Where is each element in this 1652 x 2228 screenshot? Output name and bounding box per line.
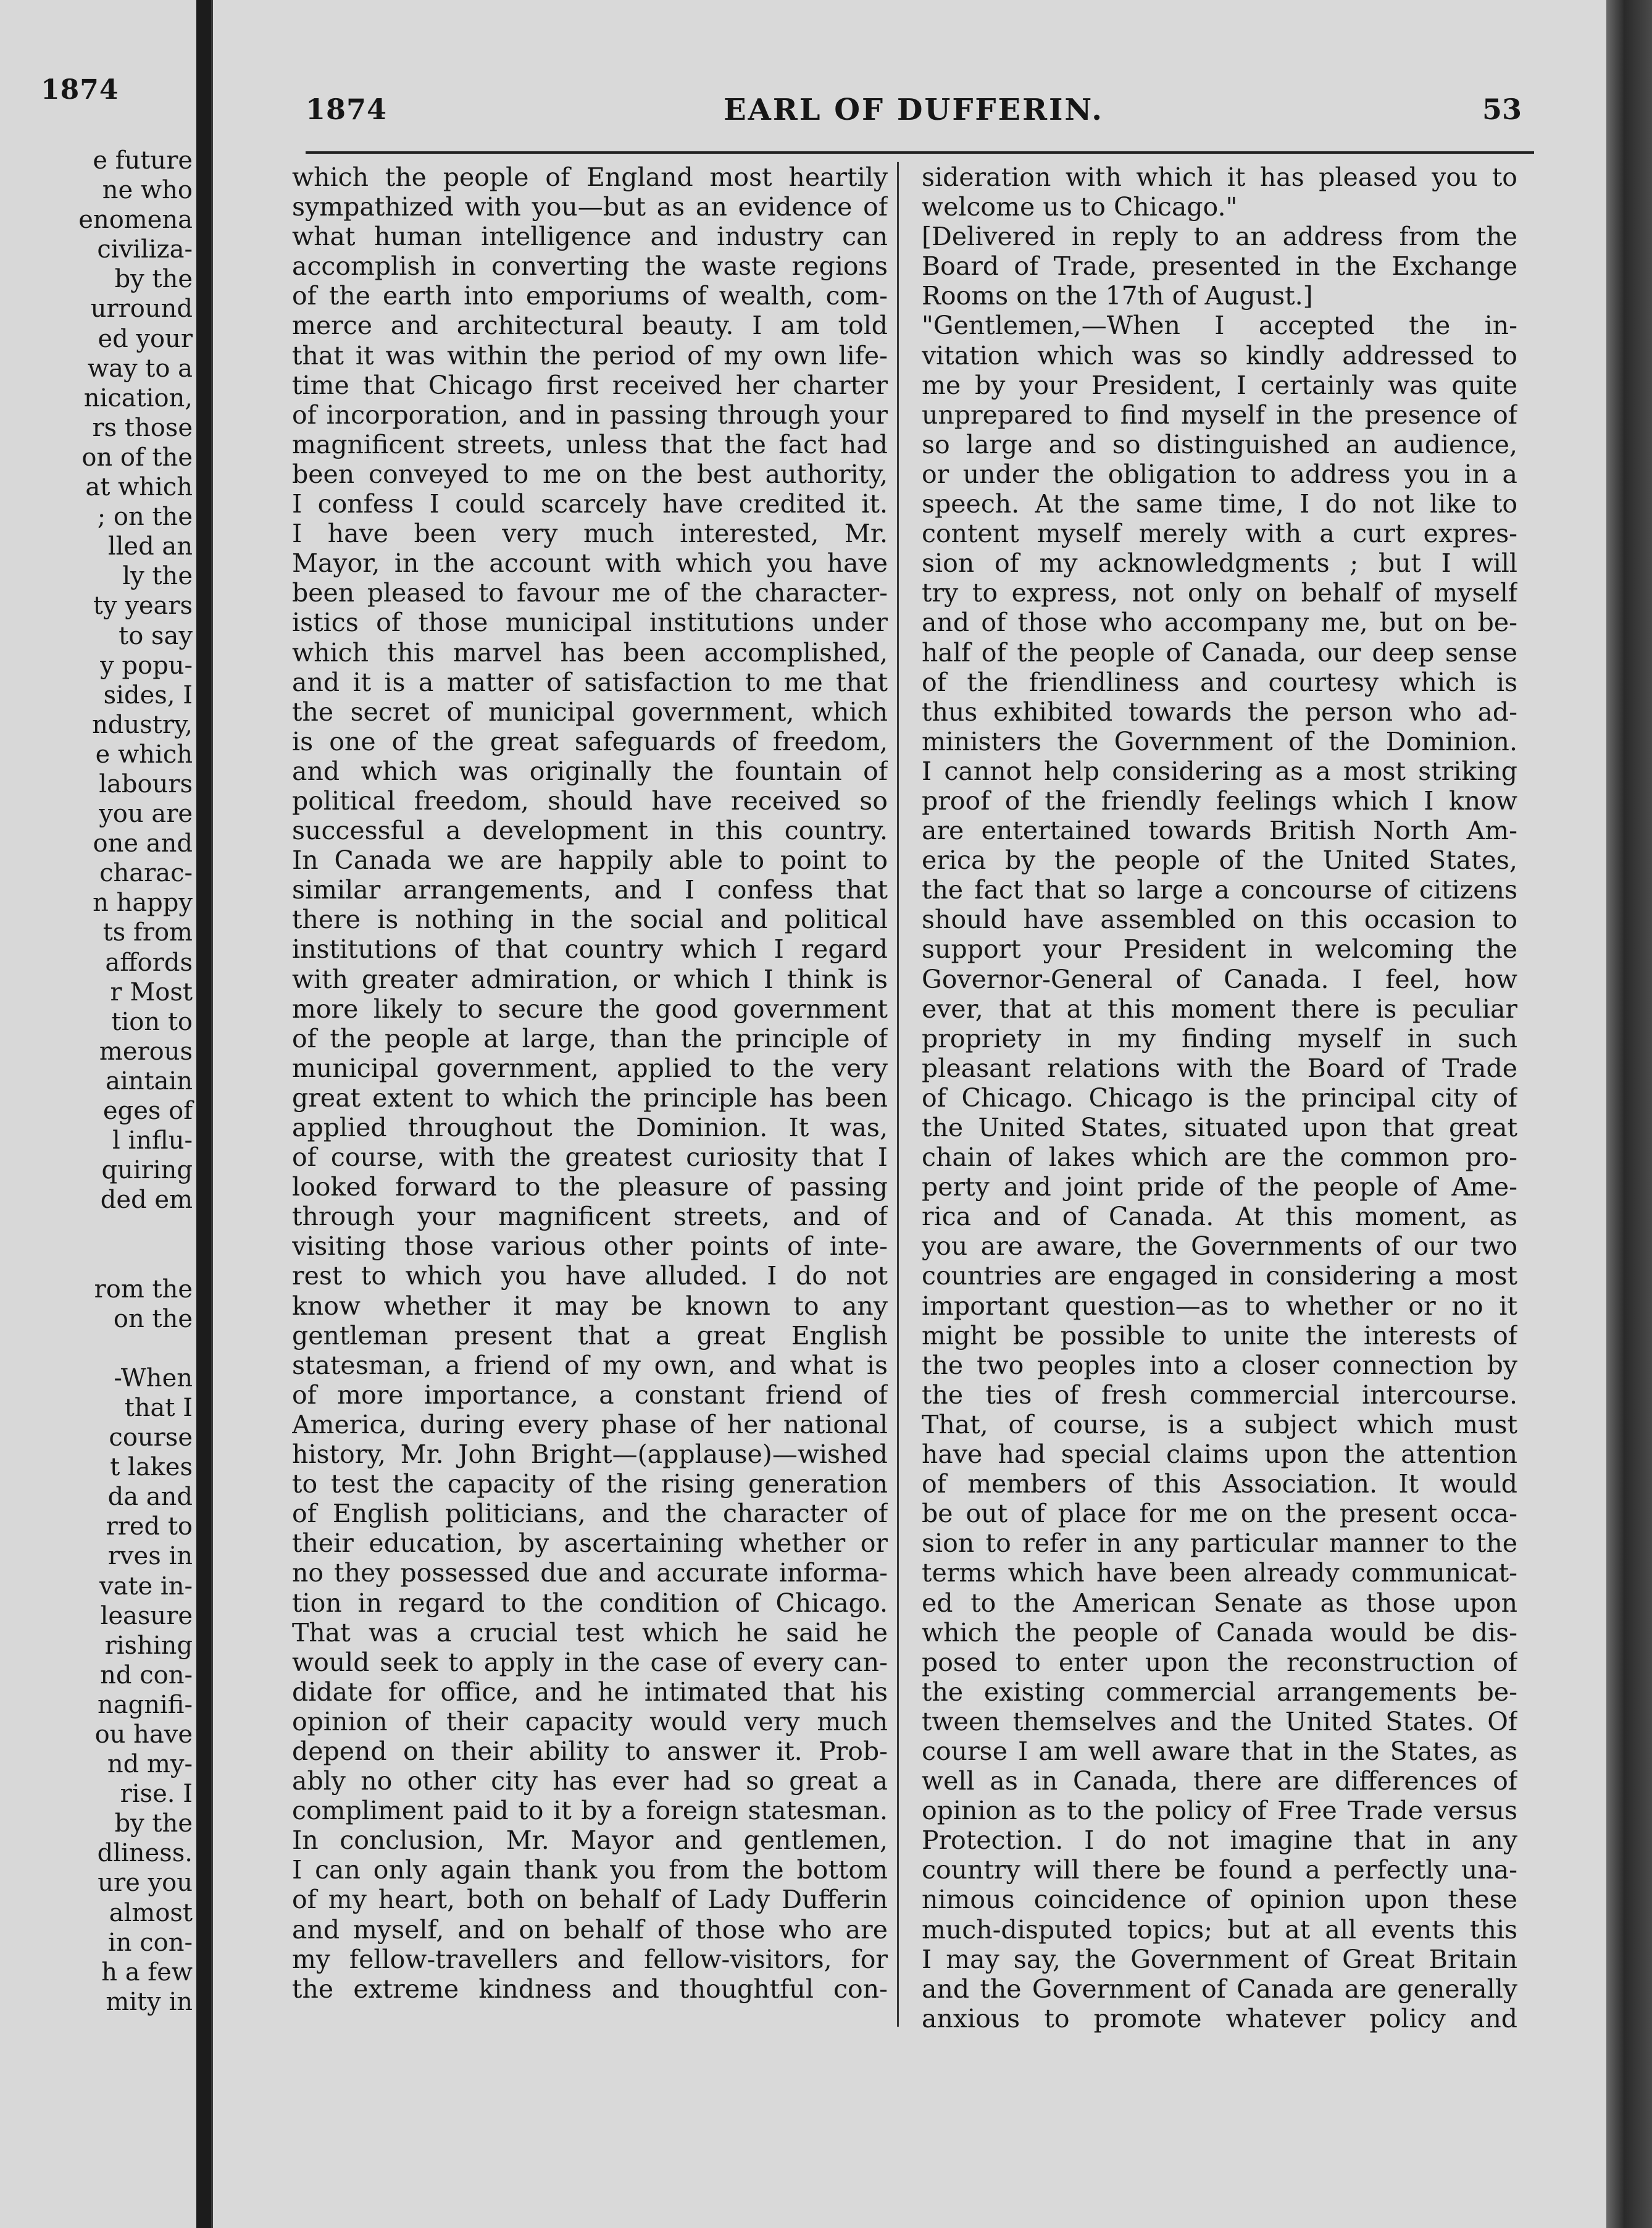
header-rule	[306, 151, 1534, 154]
text-line: pleasant relations with the Board of Trade	[922, 1053, 1517, 1083]
column-rule	[897, 162, 899, 2027]
text-line: be out of place for me on the present occa-	[922, 1499, 1517, 1529]
text-line: well as in Canada, there are differences of	[922, 1766, 1517, 1796]
text-line: sympathized with you—but as an evidence of	[292, 192, 888, 222]
facing-page-line: by the	[106, 265, 193, 294]
facing-page-line: ded em	[100, 1186, 193, 1215]
facing-page-line	[7, 1334, 193, 1363]
facing-page-line: ty years	[93, 592, 193, 621]
text-line: the existing commercial arrangements be-	[922, 1677, 1517, 1707]
book-gutter	[196, 0, 211, 2228]
facing-page-line: vate in-	[99, 1572, 193, 1601]
text-line: of the people at large, than the principle of	[292, 1023, 888, 1053]
text-line: ministers the Government of the Dominion.	[922, 726, 1517, 756]
text-line: my fellow-travellers and fellow-visitors, for	[292, 1944, 888, 1974]
text-line: try to express, not only on behalf of myself	[922, 578, 1517, 608]
text-line: sion to refer in any particular manner to the	[922, 1528, 1517, 1559]
text-line: Board of Trade, presented in the Exchange	[922, 251, 1517, 282]
facing-page-line: e which	[95, 740, 193, 769]
text-line: would seek to apply in the case of every can-	[292, 1647, 888, 1677]
text-line: and it is a matter of satisfaction to me that	[292, 667, 888, 697]
facing-page-line: ndustry,	[92, 710, 193, 739]
facing-page-line: way to a	[87, 354, 193, 383]
text-line: course I am well aware that in the States, as	[922, 1736, 1517, 1766]
text-line: speech. At the same time, I do not like to	[922, 489, 1517, 519]
text-line: rest to which you have alluded. I do not	[292, 1261, 888, 1291]
text-line: In conclusion, Mr. Mayor and gentlemen,	[292, 1825, 888, 1856]
text-line: I have been very much interested, Mr.	[292, 519, 888, 549]
facing-page-line: you are	[99, 800, 193, 829]
text-line: statesman, a friend of my own, and what is	[292, 1350, 888, 1380]
text-line: depend on their ability to answer it. Prob-	[292, 1736, 888, 1766]
facing-page-line	[7, 1244, 193, 1274]
text-line: applied throughout the Dominion. It was,	[292, 1113, 888, 1142]
facing-page-line: ed your	[98, 324, 193, 353]
text-line: of more importance, a constant friend of	[292, 1380, 888, 1410]
text-line: so large and so distinguished an audience,	[922, 429, 1517, 459]
facing-page-line: merous	[99, 1037, 193, 1066]
text-line: country will there be found a perfectly una-	[922, 1855, 1517, 1885]
text-line: what human intelligence and industry can	[292, 222, 888, 252]
facing-page-line: labours	[91, 769, 193, 798]
text-line: important question—as to whether or no it	[922, 1291, 1517, 1321]
text-line: through your magnificent streets, and of	[292, 1202, 888, 1232]
text-line: I confess I could scarcely have credited it.	[292, 489, 888, 519]
facing-page-line: by the	[106, 1809, 193, 1838]
facing-page-line: nagnifi-	[98, 1690, 193, 1719]
facing-page-line: course	[101, 1423, 193, 1452]
text-line: proof of the friendly feelings which I know	[922, 785, 1517, 816]
text-line: tween themselves and the United States. Of	[922, 1706, 1517, 1736]
text-line: and myself, and on behalf of those who are	[292, 1914, 888, 1945]
facing-page-line: civiliza-	[89, 235, 193, 264]
text-line: and the Government of Canada are generally	[922, 1974, 1517, 2004]
text-line: municipal government, applied to the very	[292, 1053, 888, 1083]
facing-page-line: da and	[107, 1483, 193, 1512]
text-line: perty and joint pride of the people of Ame-	[922, 1172, 1517, 1202]
facing-page-line: quiring	[101, 1156, 193, 1185]
facing-page-line: y popu-	[100, 651, 193, 680]
text-line: istics of those municipal institutions under	[292, 608, 888, 638]
facing-page-line: lled an	[107, 532, 193, 561]
facing-page-line: dliness.	[97, 1839, 193, 1868]
facing-page-line: rs those	[92, 413, 193, 442]
text-line: have had special claims upon the attention	[922, 1439, 1517, 1470]
facing-page-line: tion to	[111, 1007, 193, 1036]
facing-page-line: rred to	[106, 1512, 193, 1541]
facing-page-line: ly the	[122, 562, 193, 591]
text-line: I cannot help considering as a most striking	[922, 756, 1517, 786]
facing-page-line: nd my-	[107, 1750, 193, 1779]
text-line: In Canada we are happily able to point to	[292, 845, 888, 876]
text-line: anxious to promote whatever policy and	[922, 2003, 1517, 2033]
text-line: of members of this Association. It would	[922, 1469, 1517, 1499]
facing-page-line: at which	[85, 473, 193, 502]
text-line: the ties of fresh commercial intercourse.	[922, 1380, 1517, 1410]
text-line: Governor-General of Canada. I feel, how	[922, 964, 1517, 994]
facing-page-line: e future	[93, 146, 193, 175]
running-head-title: EARL OF DUFFERIN.	[724, 93, 1104, 127]
text-line: That, of course, is a subject which must	[922, 1409, 1517, 1439]
facing-page-fragment	[0, 0, 196, 2228]
text-line: half of the people of Canada, our deep sense	[922, 637, 1517, 668]
text-line: That was a crucial test which he said he	[292, 1617, 888, 1648]
text-line: you are aware, the Governments of our two	[922, 1231, 1517, 1262]
text-line: of Chicago. Chicago is the principal city of	[922, 1083, 1517, 1113]
text-line: ably no other city has ever had so great a	[292, 1766, 888, 1796]
facing-page-line: mity in	[106, 1987, 193, 2016]
text-line: of my heart, both on behalf of Lady Dufferin	[292, 1885, 888, 1915]
facing-page-line: rom the	[94, 1275, 193, 1304]
text-line: welcome us to Chicago."	[922, 192, 1238, 222]
text-line: the extreme kindness and thoughtful con-	[292, 1974, 888, 2004]
facing-page-line: n happy	[93, 889, 193, 918]
running-head-year: 1874	[306, 93, 388, 126]
facing-page-line: rves in	[107, 1542, 193, 1571]
text-line: countries are engaged in considering a most	[922, 1261, 1517, 1291]
text-line: ever, that at this moment there is peculiar	[922, 994, 1517, 1024]
text-line: more likely to secure the good government	[292, 994, 888, 1024]
text-line: should have assembled on this occasion to	[922, 905, 1517, 935]
text-line: opinion as to the policy of Free Trade versus	[922, 1796, 1517, 1826]
text-line: accomplish in converting the waste regions	[292, 251, 888, 282]
text-line: sion of my acknowledgments ; but I will	[922, 548, 1517, 579]
text-line: Rooms on the 17th of August.]	[922, 281, 1313, 311]
facing-page-line: sides, I	[95, 681, 193, 710]
page-edge	[1606, 0, 1652, 2228]
facing-page-line: rishing	[104, 1631, 193, 1660]
text-line: sideration with which it has pleased you to	[922, 162, 1517, 192]
text-line: magnificent streets, unless that the fact had	[292, 429, 888, 459]
facing-page-line: almost	[101, 1898, 193, 1927]
text-line: of course, with the greatest curiosity that I	[292, 1142, 888, 1173]
text-line: might be possible to unite the interests of	[922, 1320, 1517, 1351]
facing-page-line: that I	[117, 1393, 193, 1422]
text-line: rica and of Canada. At this moment, as	[922, 1202, 1517, 1232]
facing-page-line: affords	[97, 948, 193, 977]
text-line: know whether it may be known to any	[292, 1291, 888, 1321]
text-line: me by your President, I certainly was quite	[922, 370, 1517, 400]
text-line: propriety in my finding myself in such	[922, 1023, 1517, 1053]
text-line: their education, by ascertaining whether or	[292, 1528, 888, 1559]
facing-page-line: ts from	[102, 918, 193, 947]
facing-page-line: r Most	[110, 978, 193, 1007]
page-number: 53	[1482, 93, 1522, 126]
text-line: posed to enter upon the reconstruction of	[922, 1647, 1517, 1677]
text-line: chain of lakes which are the common pro-	[922, 1142, 1517, 1173]
text-line: much-disputed topics; but at all events this	[922, 1914, 1517, 1945]
text-line: and of those who accompany me, but on be-	[922, 608, 1517, 638]
text-line: I can only again thank you from the bottom	[292, 1855, 888, 1885]
text-line: I may say, the Government of Great Britain	[922, 1944, 1517, 1974]
facing-page-text	[7, 146, 193, 2017]
book-page	[211, 0, 1608, 2228]
text-line: Mayor, in the account with which you have	[292, 548, 888, 579]
text-line: to test the capacity of the rising generation	[292, 1469, 888, 1499]
facing-page-line: nication,	[83, 383, 193, 413]
text-line: which the people of England most heartily	[292, 162, 888, 192]
text-line: visiting those various other points of inte-	[292, 1231, 888, 1262]
text-column-right	[922, 162, 1517, 2033]
facing-page-line: ou have	[94, 1720, 193, 1749]
facing-page-line: in con-	[100, 1928, 193, 1957]
text-line: [Delivered in reply to an address from the	[922, 222, 1517, 252]
facing-page-line: charac-	[91, 859, 193, 888]
text-line: which this marvel has been accomplished,	[292, 637, 888, 668]
text-line: of incorporation, and in passing through your	[292, 400, 888, 430]
text-line: been conveyed to me on the best authority,	[292, 459, 888, 489]
text-column-left	[292, 162, 888, 2004]
text-line: didate for office, and he intimated that his	[292, 1677, 888, 1707]
facing-page-line: on of the	[81, 443, 193, 472]
text-line: support your President in welcoming the	[922, 934, 1517, 965]
text-line: time that Chicago first received her charter	[292, 370, 888, 400]
text-line: ed to the American Senate as those upon	[922, 1588, 1517, 1618]
facing-page-line: leasure	[100, 1601, 193, 1630]
text-line: the fact that so large a concourse of citizens	[922, 875, 1517, 905]
text-line: the secret of municipal government, which	[292, 697, 888, 727]
facing-page-line: ure you	[98, 1869, 193, 1898]
facing-page-line: one and	[93, 829, 193, 858]
facing-page-year: 1874	[41, 74, 119, 106]
text-line: merce and architectural beauty. I am told	[292, 311, 888, 341]
text-line: compliment paid to it by a foreign statesman.	[292, 1796, 888, 1826]
facing-page-line: -When	[114, 1363, 193, 1392]
text-line: of the earth into emporiums of wealth, com-	[292, 281, 888, 311]
text-line: successful a development in this country.	[292, 816, 888, 846]
text-line: unprepared to find myself in the presence of	[922, 400, 1517, 430]
text-line: similar arrangements, and I confess that	[292, 875, 888, 905]
text-line: no they possessed due and accurate informa-	[292, 1558, 888, 1588]
text-line: the two peoples into a closer connection by	[922, 1350, 1517, 1380]
facing-page-line: nd con-	[100, 1661, 193, 1690]
facing-page-line: aintain	[106, 1066, 193, 1095]
facing-page-line: h a few	[101, 1958, 193, 1987]
text-line: are entertained towards British North Am-	[922, 816, 1517, 846]
text-line: terms which have been already communicat-	[922, 1558, 1517, 1588]
text-line: with greater admiration, or which I think is	[292, 964, 888, 994]
text-line: that it was within the period of my own life-	[292, 340, 888, 371]
text-line: gentleman present that a great English	[292, 1320, 888, 1351]
facing-page-line: urround	[90, 295, 193, 324]
facing-page-line	[7, 1215, 193, 1244]
text-line: is one of the great safeguards of freedom,	[292, 726, 888, 756]
text-line: "Gentlemen,—When I accepted the in-	[922, 311, 1517, 341]
text-line: content myself merely with a curt expres-	[922, 519, 1517, 549]
text-line: looked forward to the pleasure of passing	[292, 1172, 888, 1202]
text-line: which the people of Canada would be dis-	[922, 1617, 1517, 1648]
running-head	[306, 93, 1522, 142]
text-line: Protection. I do not imagine that in any	[922, 1825, 1517, 1856]
text-line: great extent to which the principle has been	[292, 1083, 888, 1113]
text-line: and which was originally the fountain of	[292, 756, 888, 786]
text-line: vitation which was so kindly addressed to	[922, 340, 1517, 371]
facing-page-line: rise. I	[120, 1780, 193, 1809]
text-line: of English politicians, and the character of	[292, 1499, 888, 1529]
text-line: America, during every phase of her national	[292, 1409, 888, 1439]
facing-page-line: l influ-	[112, 1126, 193, 1155]
facing-page-line: eges of	[102, 1097, 193, 1125]
text-line: thus exhibited towards the person who ad-	[922, 697, 1517, 727]
facing-page-line: ne who	[102, 176, 193, 205]
text-line: been pleased to favour me of the character-	[292, 578, 888, 608]
text-line: or under the obligation to address you in a	[922, 459, 1517, 489]
text-line: of the friendliness and courtesy which is	[922, 667, 1517, 697]
facing-page-line: t lakes	[110, 1453, 193, 1482]
text-line: institutions of that country which I regard	[292, 934, 888, 965]
text-line: there is nothing in the social and political	[292, 905, 888, 935]
text-line: history, Mr. John Bright—(applause)—wished	[292, 1439, 888, 1470]
text-line: opinion of their capacity would very much	[292, 1706, 888, 1736]
facing-page-line: ; on the	[97, 503, 193, 532]
facing-page-line: to say	[111, 621, 193, 650]
text-line: political freedom, should have received so	[292, 785, 888, 816]
facing-page-line: on the	[106, 1304, 193, 1333]
facing-page-line: enomena	[78, 206, 193, 235]
text-line: nimous coincidence of opinion upon these	[922, 1885, 1517, 1915]
text-line: erica by the people of the United States,	[922, 845, 1517, 876]
text-line: the United States, situated upon that great	[922, 1113, 1517, 1142]
text-line: tion in regard to the condition of Chicago.	[292, 1588, 888, 1618]
